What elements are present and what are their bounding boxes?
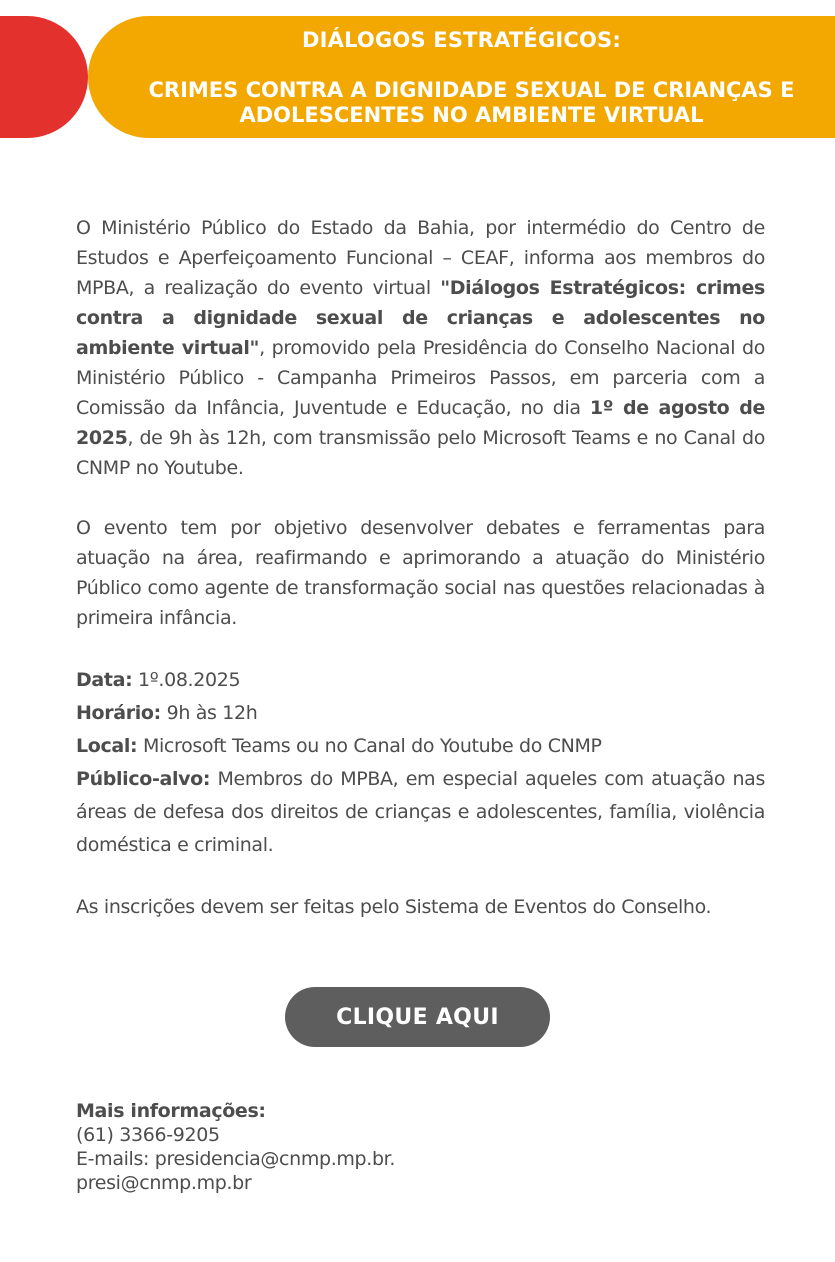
place-label: Local: bbox=[76, 735, 138, 757]
banner-title: DIÁLOGOS ESTRATÉGICOS: bbox=[301, 28, 621, 52]
click-here-button[interactable]: CLIQUE AQUI bbox=[285, 987, 550, 1047]
banner-subtitle bbox=[108, 78, 835, 128]
contact-emails-line1[interactable]: E-mails: presidencia@cnmp.mp.br. bbox=[76, 1148, 396, 1170]
date-label: Data: bbox=[76, 669, 133, 691]
intro-text-2: , promovido pela Presidência do Conselho Nacional do Ministério Público - Campanha Primeiros Passos, em parceria com a Comissão da Infância, Juventude e Educação, no dia bbox=[76, 337, 765, 419]
intro-text-3: , de 9h às 12h, com transmissão pelo Microsoft Teams e no Canal do CNMP no Youtube. bbox=[76, 427, 765, 479]
banner-subtitle-line1: CRIMES CONTRA A DIGNIDADE SEXUAL DE CRIANÇAS E bbox=[148, 78, 795, 102]
detail-place bbox=[76, 730, 765, 763]
banner-subtitle-line2: ADOLESCENTES NO AMBIENTE VIRTUAL bbox=[239, 103, 704, 127]
place-value: Microsoft Teams ou no Canal do Youtube do CNMP bbox=[137, 735, 602, 757]
main-content bbox=[76, 213, 765, 922]
date-value: 1º.08.2025 bbox=[132, 669, 241, 691]
time-value: 9h às 12h bbox=[160, 702, 258, 724]
detail-date bbox=[76, 664, 765, 697]
intro-text-1: O Ministério Público do Estado da Bahia, por intermédio do Centro de Estudos e Aperfeiçoamento Funcional – CEAF, informa aos membros do MPBA, a realização do evento virtual bbox=[76, 217, 765, 299]
contact-emails-line2[interactable]: presi@cnmp.mp.br bbox=[76, 1172, 252, 1194]
detail-audience bbox=[76, 763, 765, 862]
event-details bbox=[76, 664, 765, 862]
intro-paragraph bbox=[76, 213, 765, 483]
detail-time bbox=[76, 697, 765, 730]
time-label: Horário: bbox=[76, 702, 161, 724]
contact-heading bbox=[76, 1099, 676, 1123]
objective-paragraph: O evento tem por objetivo desenvolver debates e ferramentas para atuação na área, reafirmando e aprimorando a atuação do Ministério Público como agente de transformação social nas questões relacionadas à primeira infância. bbox=[76, 517, 765, 629]
red-accent-shape bbox=[0, 16, 88, 138]
contact-info bbox=[76, 1099, 676, 1195]
header-banner bbox=[0, 0, 835, 140]
event-name: "Diálogos Estratégicos: crimes contra a dignidade sexual de crianças e adolescentes no ambiente virtual" bbox=[76, 277, 765, 359]
registration-note: As inscrições devem ser feitas pelo Sistema de Eventos do Conselho. bbox=[76, 896, 712, 918]
banner-text bbox=[88, 16, 835, 138]
contact-heading-text: Mais informações: bbox=[76, 1100, 266, 1122]
audience-label: Público-alvo: bbox=[76, 768, 211, 790]
contact-phone: (61) 3366-9205 bbox=[76, 1124, 220, 1146]
audience-value: Membros do MPBA, em especial aqueles com atuação nas áreas de defesa dos direitos de crianças e adolescentes, família, violência doméstica e criminal. bbox=[76, 768, 765, 856]
event-date-bold: 1º de agosto de 2025 bbox=[76, 397, 765, 449]
